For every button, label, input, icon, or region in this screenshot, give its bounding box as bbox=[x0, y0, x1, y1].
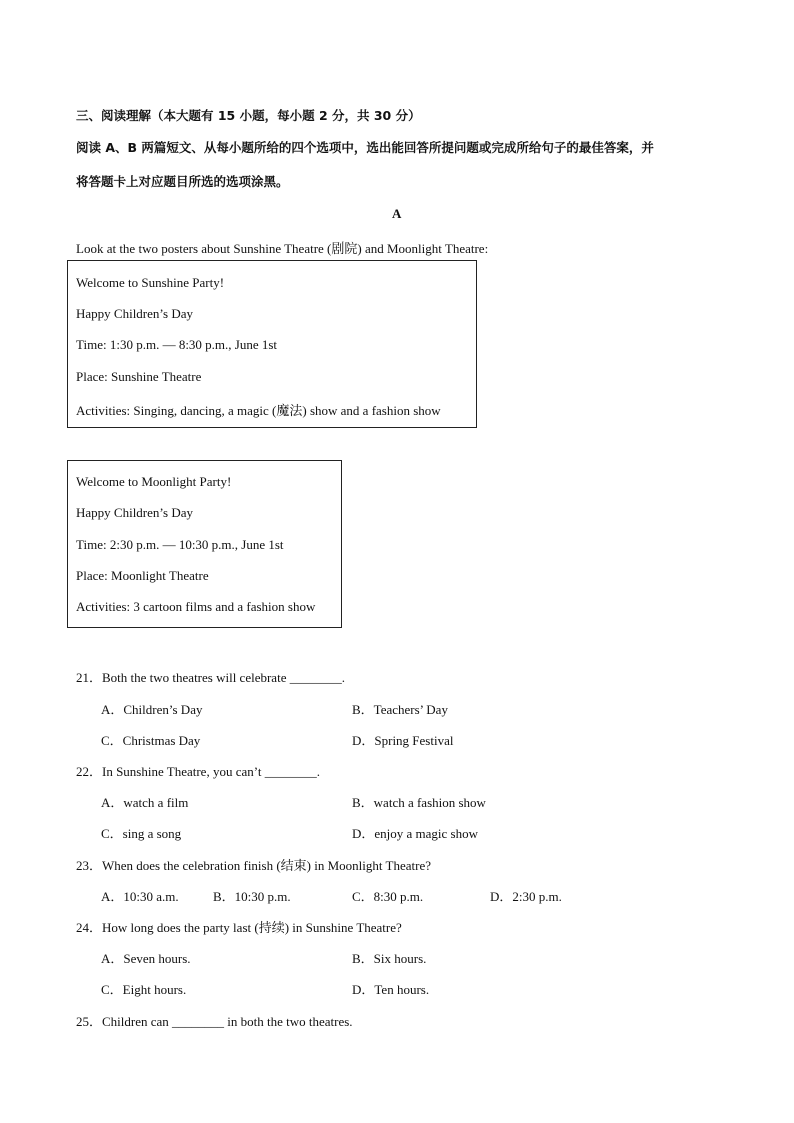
poster-line: Place: Sunshine Theatre bbox=[76, 369, 202, 384]
question-22: 22．In Sunshine Theatre, you can’t ________. bbox=[76, 764, 320, 779]
option-24-b[interactable]: B．Six hours. bbox=[352, 951, 427, 966]
option-21-a[interactable]: A．Children’s Day bbox=[101, 702, 203, 717]
poster-line: Happy Children’s Day bbox=[76, 306, 193, 321]
option-23-c[interactable]: C．8:30 p.m. bbox=[352, 889, 424, 904]
option-22-d[interactable]: D．enjoy a magic show bbox=[352, 826, 479, 841]
poster-line: Time: 1:30 p.m. — 8:30 p.m., June 1st bbox=[76, 337, 278, 352]
option-24-a[interactable]: A．Seven hours. bbox=[101, 951, 191, 966]
poster-line: Welcome to Sunshine Party! bbox=[76, 275, 225, 290]
question-21: 21．Both the two theatres will celebrate ________. bbox=[76, 670, 345, 685]
instruction-line-1: 阅读 A、B 两篇短文、从每小题所给的四个选项中，选出能回答所提问题或完成所给句子的最佳答案，并 bbox=[76, 140, 654, 155]
instruction-line-2: 将答题卡上对应题目所选的选项涂黑。 bbox=[76, 174, 289, 189]
option-22-c[interactable]: C．sing a song bbox=[101, 826, 182, 841]
question-24: 24．How long does the party last (持续) in Sunshine Theatre? bbox=[76, 920, 402, 935]
question-25: 25．Children can ________ in both the two theatres. bbox=[76, 1014, 353, 1029]
option-22-a[interactable]: A．watch a film bbox=[101, 795, 189, 810]
passage-label: A bbox=[392, 206, 402, 221]
option-21-c[interactable]: C．Christmas Day bbox=[101, 733, 201, 748]
option-21-b[interactable]: B．Teachers’ Day bbox=[352, 702, 448, 717]
poster-line: Happy Children’s Day bbox=[76, 505, 193, 520]
passage-intro: Look at the two posters about Sunshine Theatre (剧院) and Moonlight Theatre: bbox=[76, 241, 489, 256]
poster-line: Activities: 3 cartoon films and a fashion show bbox=[76, 599, 316, 614]
poster-line: Time: 2:30 p.m. — 10:30 p.m., June 1st bbox=[76, 537, 284, 552]
poster-line: Welcome to Moonlight Party! bbox=[76, 474, 232, 489]
poster-sunshine bbox=[67, 260, 477, 428]
option-23-d[interactable]: D．2:30 p.m. bbox=[490, 889, 562, 904]
option-23-b[interactable]: B．10:30 p.m. bbox=[213, 889, 291, 904]
option-24-c[interactable]: C．Eight hours. bbox=[101, 982, 187, 997]
option-22-b[interactable]: B．watch a fashion show bbox=[352, 795, 486, 810]
option-24-d[interactable]: D．Ten hours. bbox=[352, 982, 430, 997]
question-23: 23．When does the celebration finish (结束) in Moonlight Theatre? bbox=[76, 858, 431, 873]
poster-moonlight bbox=[67, 460, 342, 628]
section-heading: 三、阅读理解（本大题有 15 小题，每小题 2 分，共 30 分） bbox=[76, 108, 421, 123]
poster-line: Activities: Singing, dancing, a magic (魔法) show and a fashion show bbox=[76, 403, 441, 418]
poster-line: Place: Moonlight Theatre bbox=[76, 568, 209, 583]
option-23-a[interactable]: A．10:30 a.m. bbox=[101, 889, 179, 904]
option-21-d[interactable]: D．Spring Festival bbox=[352, 733, 454, 748]
